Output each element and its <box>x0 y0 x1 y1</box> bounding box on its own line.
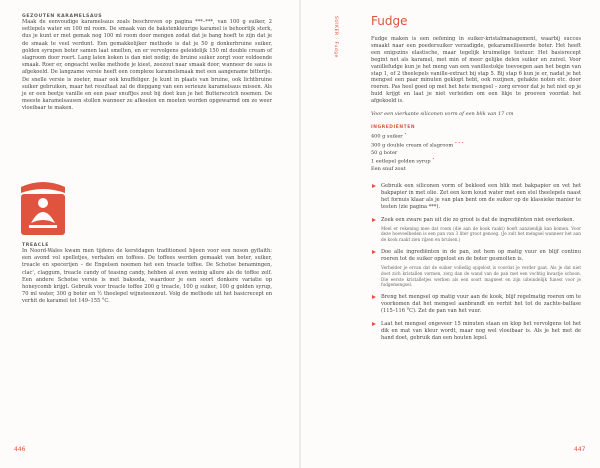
recipe-title: Fudge <box>371 14 408 28</box>
recipe-step <box>371 294 581 315</box>
step-text: Gebruik een siliconen vorm of bekleed een blik met bakpapier en vet het bakpapier in met olie. Zet een kom koud water met een stel theelepels naast het fornuis klaar als je van plan bent om de suiker op de klassieke manier te testen (zie pagina ***). <box>381 182 581 210</box>
recipe-column <box>371 14 581 348</box>
ingredients-heading: INGREDIËNTEN <box>371 125 416 131</box>
step-bullet-icon <box>372 322 376 326</box>
ingredient-item: 300 g double cream of slagroom • • • <box>371 140 464 150</box>
recipe-step <box>371 249 581 288</box>
step-text: Breng het mengsel op matig vuur aan de kook, blijf regelmatig roeren om te voorkomen dat het mengsel aanbrandt en verhit het tot de zachte-balfase (115–116 °C). Zet de pan van het vuur. <box>381 294 581 315</box>
running-head <box>333 16 338 58</box>
section-heading-salted-caramel: GEZOUTEN KARAMELSAUS <box>22 14 103 19</box>
left-text-column <box>22 14 272 113</box>
running-head-chapter: Fudge <box>333 41 338 58</box>
recipe-yield: Voor een vierkante siliconen vorm of een blik van 17 cm <box>371 111 514 118</box>
recipe-step <box>371 321 581 342</box>
step-bullet-icon <box>372 218 376 222</box>
treacle-section <box>22 243 272 306</box>
step-note: Meel er rekening mee dat room (die aan de kook raakt) hoeft aanzienlijk kan komen. Voor deze hoeveelheden is een pan van 3 liter groot genoeg. (Je zult het mengsel wanneer het aan de kook raakt zien rijzen en bruisen.) <box>381 225 581 243</box>
step-text: Doe alle ingrediënten in de pan, zet hem op matig vuur en blijf continu roeren tot de suiker opgelost en de boter gesmolten is. <box>381 248 581 262</box>
running-head-separator: · <box>333 37 338 42</box>
salted-caramel-paragraph: Maak de eenvoudige karamelsaus zoals beschreven op pagina ***–***, van 100 g suiker, 2 eetlepels water en 100 ml room. De smaak van de bakstenkleurige karamel is behoorlijk sterk, dus je kunt er met gemak nog 100 ml room door mengen zodat dat je bang hoeft te zijn dat je de smaak te veel verdunt. Een gemakkelijker methode is dat je 50 g donkerbruine suiker, golden syrupen boter samen laat smelten, en er vervolgens geleidelijk 150 ml double cream of slagroom door roert. Lang laten koken is dan niet nodig; de bruine suiker zorgt voor voldoende smaak. Roer er, ongeacht welke methode je kiest, zeezout naar smaak door, wanneer de saus is afgekoeld. De langzame versie heeft een complexe karamelsmaak met een aangename bitterije. De snelle versie is zoeter, maar ook knuffeliger. Je kunt in plaats van bruine, ook lichtbruine suiker gebruiken, maar het resultaat zal de diepgang van een serieuze karamelsaus missen. Als je er een beetje vanille en een paar snuffjes zout bij doet kun je het Butterscotch noemen. De meeste karamelsausen stollen wanneer ze afkoelen en moeten worden opgewarmd om ze weer vloeibaar te maken. <box>22 19 272 112</box>
step-text: Zoek een zware pan uit die zo groot is dat de ingrediënten niet overkoken. <box>381 216 575 223</box>
ingredient-item: 50 g boter <box>371 149 398 156</box>
ingredient-item: 1 eetlepel golden syrup • <box>371 156 435 166</box>
ingredients-list <box>371 131 581 172</box>
ingredient-item: Een snuf zout <box>371 165 406 172</box>
recipe-intro: Fudge maken is een oefening in suiker-kristalmanagement, waarbij succes smaakt naar een poedersuiker verzadigde, gekaramelliseerde boter. Het heeft een enigszins elastische, maar tegelijk kruimelige textuur. Het basisrecept begint net als karamel, met min of meer gelijke delen suiker en zuivel. Voor vanillefudge kun je het meng van een vanillestokje toevoegen aan het begin van stap 1, of 2 theelepels vanille-extract bij stap 5. Bij stap 6 kun je er, nadat je het mengsel een paar minuten geklopt hebt, ook rozijnen, gehakte noten etc. door roeren. Pas heel goed op met het hete mengsel – zorg ervoor dat je het niet op je huid krijgt en laat je niet verleiden om een likje te proeven voordat het afgekoeld is. <box>371 36 581 105</box>
step-text: Laat het mengsel ongeveer 15 minuten staan en klop het vervolgens tot het dik en mat van kleur wordt, maar nog wel vloeibaar is. Als je het met de hand doet, gebruik dan een houten lepel. <box>381 321 581 342</box>
section-heading-treacle: TREACLE <box>22 243 50 248</box>
step-note: Verhelder je ervan dat de suiker volledig opgelost is voordat je verder gaat. Als je dat niet doet zich kristallen vormen, zorg dan de wand van de pan met een vochtig kwastje schoon. Die eerste kristalletjes werken als een soort magneet en zijn uiteindelijk funest voor je fudgemengsel. <box>381 264 581 288</box>
cross-ref-marker: • <box>404 131 407 137</box>
cross-ref-marker: • <box>432 156 435 162</box>
step-bullet-icon <box>372 184 376 188</box>
toffee-tin-icon <box>17 179 69 239</box>
recipe-steps <box>371 183 581 343</box>
ingredient-item: 400 g suiker • <box>371 131 407 140</box>
recipe-step <box>371 183 581 211</box>
cross-ref-marker: • • • <box>454 140 464 146</box>
running-head-section: SUIKER <box>333 16 338 36</box>
right-page <box>301 0 600 468</box>
recipe-step <box>371 217 581 243</box>
page-number-left: 446 <box>14 446 26 453</box>
page-number-right: 447 <box>574 446 586 453</box>
treacle-paragraph: In Noord-Wales kwam men tijdens de kerstdagen traditioneel bijeen voor een noson gyflaith: een avond vol spelletjes, verhalen en toffees. De toffees werden gemaakt van boter, suiker, treacle en specerijen – de Engelsen noemen het een treacle toffee. De Schotse benamingen, clac', claggum, treacle candy of teasing candy, hebben al even weinig allure als de toffee zelf. Een andere Schotse versie is met baksoda, waardoor je een soort donkere variatie op honeycomb krijgt. Gebruik voor treacle toffee 200 g treacle, 100 g suiker, 100 g golden syrup, 70 ml water, 300 g boter en ½ theelepel wijnsteenzout. Volg de methode uit het basicrecept en verhit de karamel tot 149–155 °C. <box>22 248 272 305</box>
step-bullet-icon <box>372 295 376 299</box>
left-page <box>0 0 299 468</box>
step-bullet-icon <box>372 250 376 254</box>
